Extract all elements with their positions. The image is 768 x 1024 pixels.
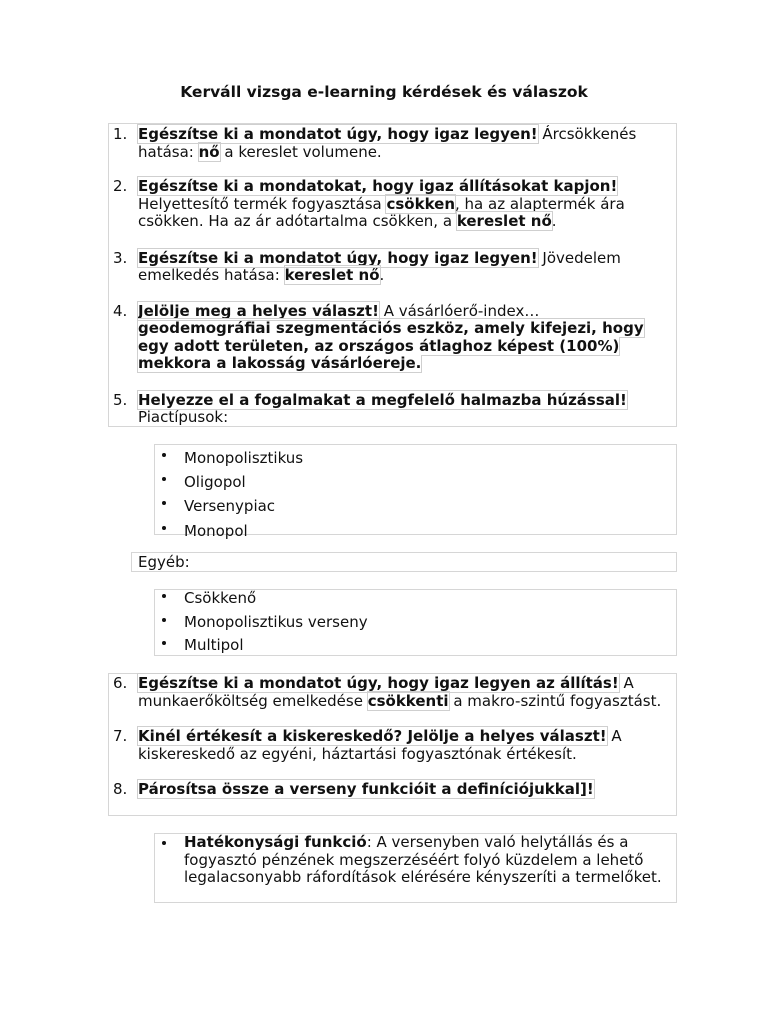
- question-number: 8.: [113, 780, 128, 798]
- question-text: , ha az alaptermék ára csökken. Ha az ár adótartalma csökken, a: [138, 194, 625, 230]
- question-text: a makro-szintű fogyasztást.: [448, 691, 662, 710]
- question-4: [109, 303, 676, 373]
- question-instruction: Kinél értékesít a kiskereskedő? Jelölje a helyes választ!: [138, 727, 607, 745]
- question-8: [109, 781, 676, 799]
- question-1: [109, 126, 676, 161]
- list-item[interactable]: Monopolisztikus: [155, 446, 676, 470]
- drop-zone-piactipusok[interactable]: [154, 444, 677, 540]
- question-instruction: Helyezze el a fogalmakat a megfelelő halmazba húzással!: [138, 390, 627, 409]
- answer-highlight: kereslet nő: [456, 212, 552, 230]
- question-text: Árcsökkenés hatása:: [138, 125, 637, 161]
- question-instruction: Párosítsa össze a verseny funkcióit a definíciójukkal]!: [138, 780, 594, 798]
- question-instruction: Egészítse ki a mondatokat, hogy igaz állításokat kapjon!: [138, 177, 618, 195]
- answer-highlight: kereslet nő: [284, 266, 380, 284]
- list-item[interactable]: Monopol: [155, 519, 676, 543]
- list-item[interactable]: Monopolisztikus verseny: [155, 611, 676, 635]
- set-label-egyeb-text: Egyéb:: [138, 553, 190, 571]
- function-definition: : A versenyben való helytállás és a fogyasztó pénzének megszerzéséért folyó küzdelem a lehető legalacsonyabb ráfordítások elérésére kényszeríti a termelőket.: [184, 833, 662, 886]
- question-number: 4.: [113, 301, 128, 320]
- question-7: [109, 728, 676, 763]
- question-number: 6.: [113, 674, 128, 692]
- question-6: [109, 675, 676, 710]
- matching-item-box[interactable]: [154, 833, 677, 903]
- answer-highlight: nő: [198, 142, 220, 161]
- question-2: [109, 178, 676, 231]
- questions-block-2: [108, 673, 677, 816]
- question-number: 5.: [113, 390, 128, 409]
- set-label-egyeb: [131, 552, 677, 572]
- answer-highlight: csökkenti: [367, 691, 449, 710]
- question-instruction: Jelölje meg a helyes választ!: [138, 301, 379, 320]
- page-title: Kerváll vizsga e-learning kérdések és válaszok: [180, 83, 588, 101]
- function-name: Hatékonysági funkció: [184, 833, 367, 851]
- question-3: [109, 250, 676, 285]
- list-item[interactable]: Csökkenő: [155, 587, 676, 611]
- question-text: A vásárlóerő-index…: [378, 301, 540, 320]
- question-number: 7.: [113, 727, 128, 745]
- answer-highlight: csökken: [386, 194, 456, 213]
- set-label-piactipusok: Piactípusok:: [138, 408, 229, 426]
- question-instruction: Egészítse ki a mondatot úgy, hogy igaz legyen!: [138, 125, 538, 143]
- question-text: .: [379, 266, 385, 284]
- questions-block-1: [108, 123, 677, 427]
- drop-zone-egyeb[interactable]: [154, 589, 677, 656]
- list-item[interactable]: Multipol: [155, 634, 676, 658]
- question-instruction: Egészítse ki a mondatot úgy, hogy igaz legyen!: [138, 248, 538, 267]
- question-text: A munkaerőköltség emelkedése: [138, 674, 634, 710]
- question-text: a kereslet volumene.: [219, 142, 382, 161]
- list-item[interactable]: Versenypiac: [155, 494, 676, 518]
- question-5: [109, 392, 676, 427]
- matching-item[interactable]: [155, 834, 668, 887]
- question-number: 3.: [113, 248, 128, 267]
- question-text: Helyettesítő termék fogyasztása: [138, 194, 387, 213]
- question-text: .: [551, 212, 557, 230]
- question-number: 2.: [113, 177, 128, 195]
- question-text: A kiskereskedő az egyéni, háztartási fogyasztónak értékesít.: [138, 727, 622, 763]
- question-number: 1.: [113, 125, 128, 143]
- list-item[interactable]: Oligopol: [155, 470, 676, 494]
- question-text: Jövedelem emelkedés hatása:: [138, 248, 621, 284]
- answer-highlight: geodemográfiai szegmentációs eszköz, amely kifejezi, hogy egy adott területen, az országos átlaghoz képest (100%) mekkora a lakosság vásárlóereje.: [138, 319, 644, 372]
- question-instruction: Egészítse ki a mondatot úgy, hogy igaz legyen az állítás!: [138, 674, 619, 692]
